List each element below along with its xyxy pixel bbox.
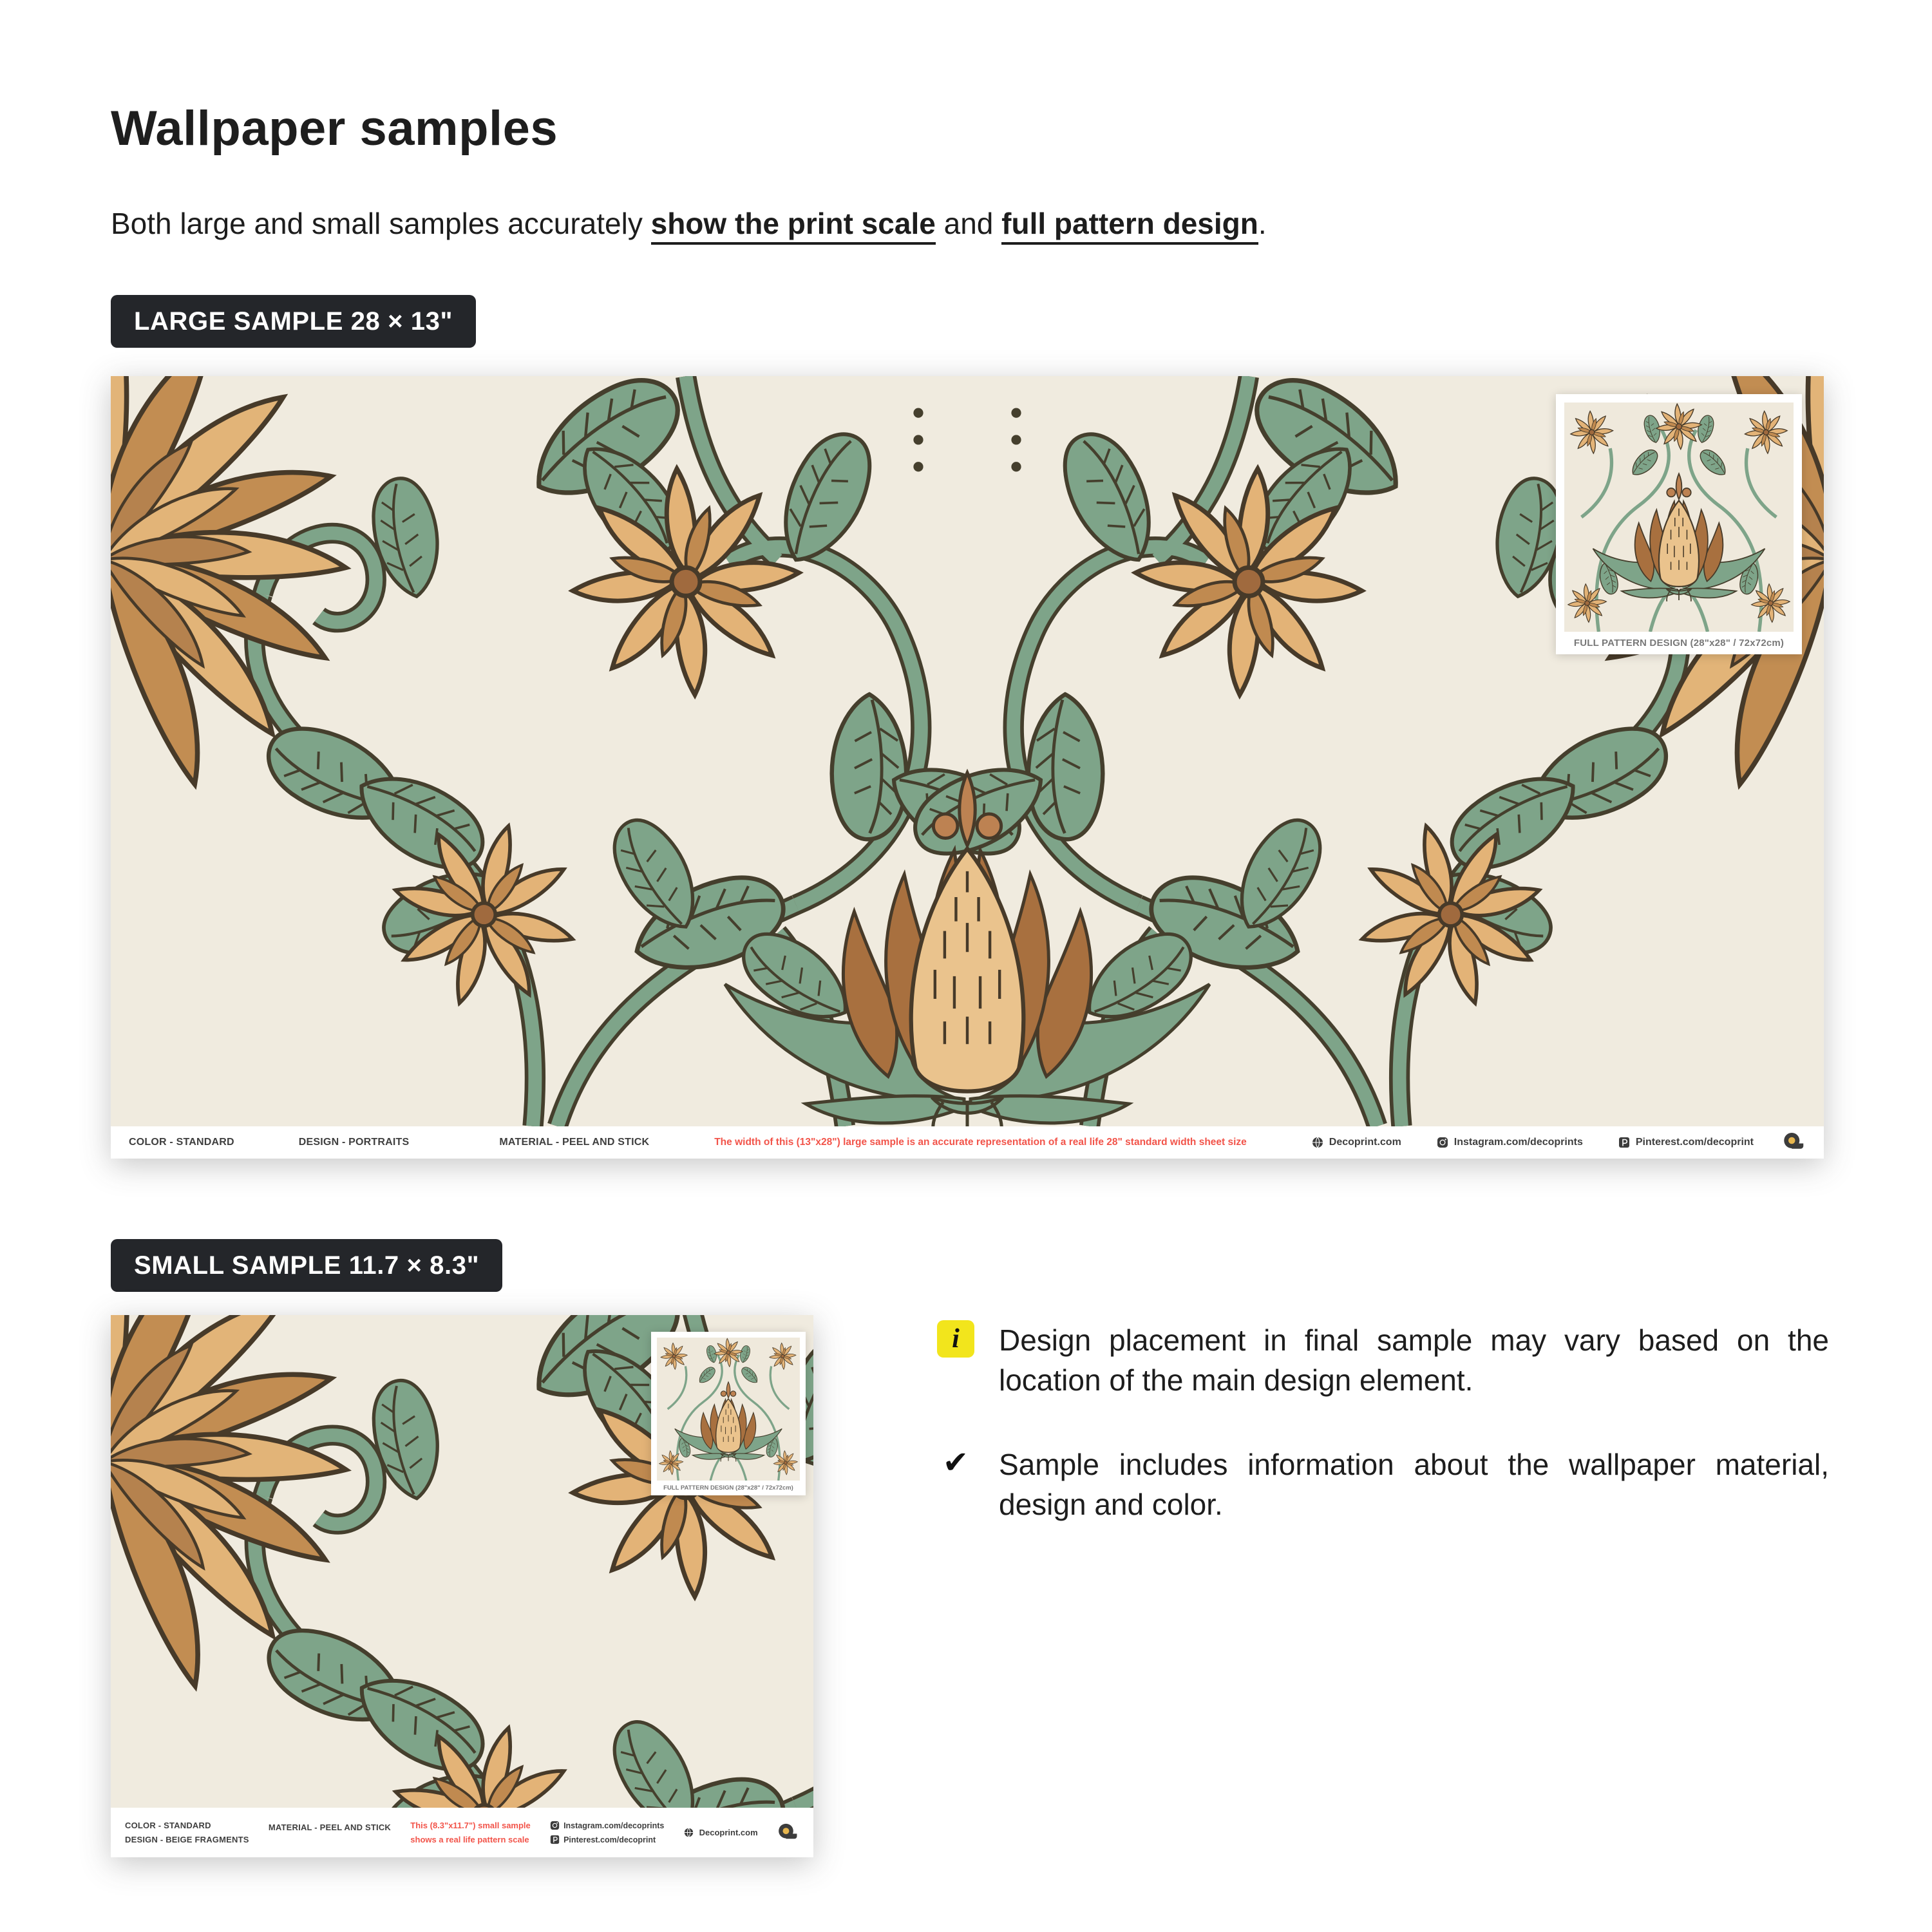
footer-material-label: MATERIAL - PEEL AND STICK (499, 1137, 650, 1148)
small-sample-image (111, 1315, 813, 1857)
note-text: Design placement in final sample may vary based on the location of the main design element. (999, 1323, 1829, 1397)
large-sample-footer (111, 1126, 1824, 1159)
footer-website (684, 1828, 758, 1837)
footer-pinterest-label: Pinterest.com/decoprint (1635, 1137, 1754, 1148)
footer-material-column (269, 1823, 391, 1842)
footer-color-label: COLOR - STANDARD (129, 1137, 234, 1148)
footer-instagram (1437, 1137, 1583, 1148)
footer-design-label: DESIGN - BEIGE FRAGMENTS (125, 1835, 249, 1844)
footer-website-label: Decoprint.com (1329, 1137, 1401, 1148)
pinterest-icon (550, 1835, 560, 1844)
decoprint-logo-icon (1783, 1131, 1806, 1154)
subtitle-emphasis-print-scale: show the print scale (651, 207, 936, 245)
footer-instagram (550, 1821, 664, 1830)
footer-scale-note-line2: shows a real life pattern scale (410, 1835, 529, 1844)
note-sample-info (937, 1444, 1829, 1524)
decoprint-logo-icon (777, 1822, 799, 1844)
footer-website-label: Decoprint.com (699, 1828, 758, 1837)
footer-pinterest (1618, 1137, 1754, 1148)
globe-icon (1312, 1137, 1323, 1148)
large-sample-image (111, 376, 1824, 1159)
page-subtitle (111, 206, 1267, 241)
pinterest-icon (1618, 1137, 1630, 1148)
footer-social-column (550, 1821, 664, 1844)
page-title: Wallpaper samples (111, 101, 558, 156)
subtitle-text-end: . (1258, 207, 1267, 240)
small-sample-footer (111, 1808, 813, 1857)
footer-instagram-label: Instagram.com/decoprints (1454, 1137, 1583, 1148)
subtitle-text: Both large and small samples accurately (111, 207, 651, 240)
full-pattern-thumbnail (657, 1338, 800, 1481)
footer-instagram-label: Instagram.com/decoprints (564, 1821, 665, 1830)
full-pattern-thumbnail (1564, 402, 1794, 632)
footer-material-label: MATERIAL - PEEL AND STICK (268, 1823, 392, 1832)
note-design-placement (937, 1320, 1829, 1400)
large-sample-badge: LARGE SAMPLE 28 × 13" (111, 295, 476, 348)
footer-website (1312, 1137, 1401, 1148)
small-sample-badge: SMALL SAMPLE 11.7 × 8.3" (111, 1239, 502, 1292)
note-text: Sample includes information about the wallpaper material, design and color. (999, 1448, 1829, 1521)
footer-pinterest (550, 1835, 664, 1844)
instagram-icon (550, 1821, 560, 1830)
subtitle-text-mid: and (935, 207, 1002, 240)
small-sample-full-pattern-inset (651, 1332, 806, 1495)
inset-caption: FULL PATTERN DESIGN (28"x28" / 72x72cm) (1573, 638, 1785, 649)
instagram-icon (1437, 1137, 1448, 1148)
inset-caption: FULL PATTERN DESIGN (28"x28" / 72x72cm) (663, 1484, 793, 1492)
check-icon: ✔ (942, 1446, 969, 1480)
footer-design-label: DESIGN - PORTRAITS (298, 1137, 410, 1148)
large-sample-full-pattern-inset (1556, 394, 1802, 654)
footer-scale-note (410, 1821, 530, 1844)
globe-icon (684, 1828, 694, 1837)
info-icon: i (937, 1320, 974, 1358)
footer-color-design-column (125, 1821, 249, 1844)
footer-pinterest-label: Pinterest.com/decoprint (564, 1835, 656, 1844)
footer-color-label: COLOR - STANDARD (125, 1821, 211, 1830)
footer-scale-note-line1: This (8.3"x11.7") small sample (410, 1821, 531, 1830)
subtitle-emphasis-pattern-design: full pattern design (1001, 207, 1258, 245)
footer-scale-note: The width of this (13"x28") large sample is an accurate representation of a real life 28" standard width sheet size (714, 1137, 1247, 1148)
